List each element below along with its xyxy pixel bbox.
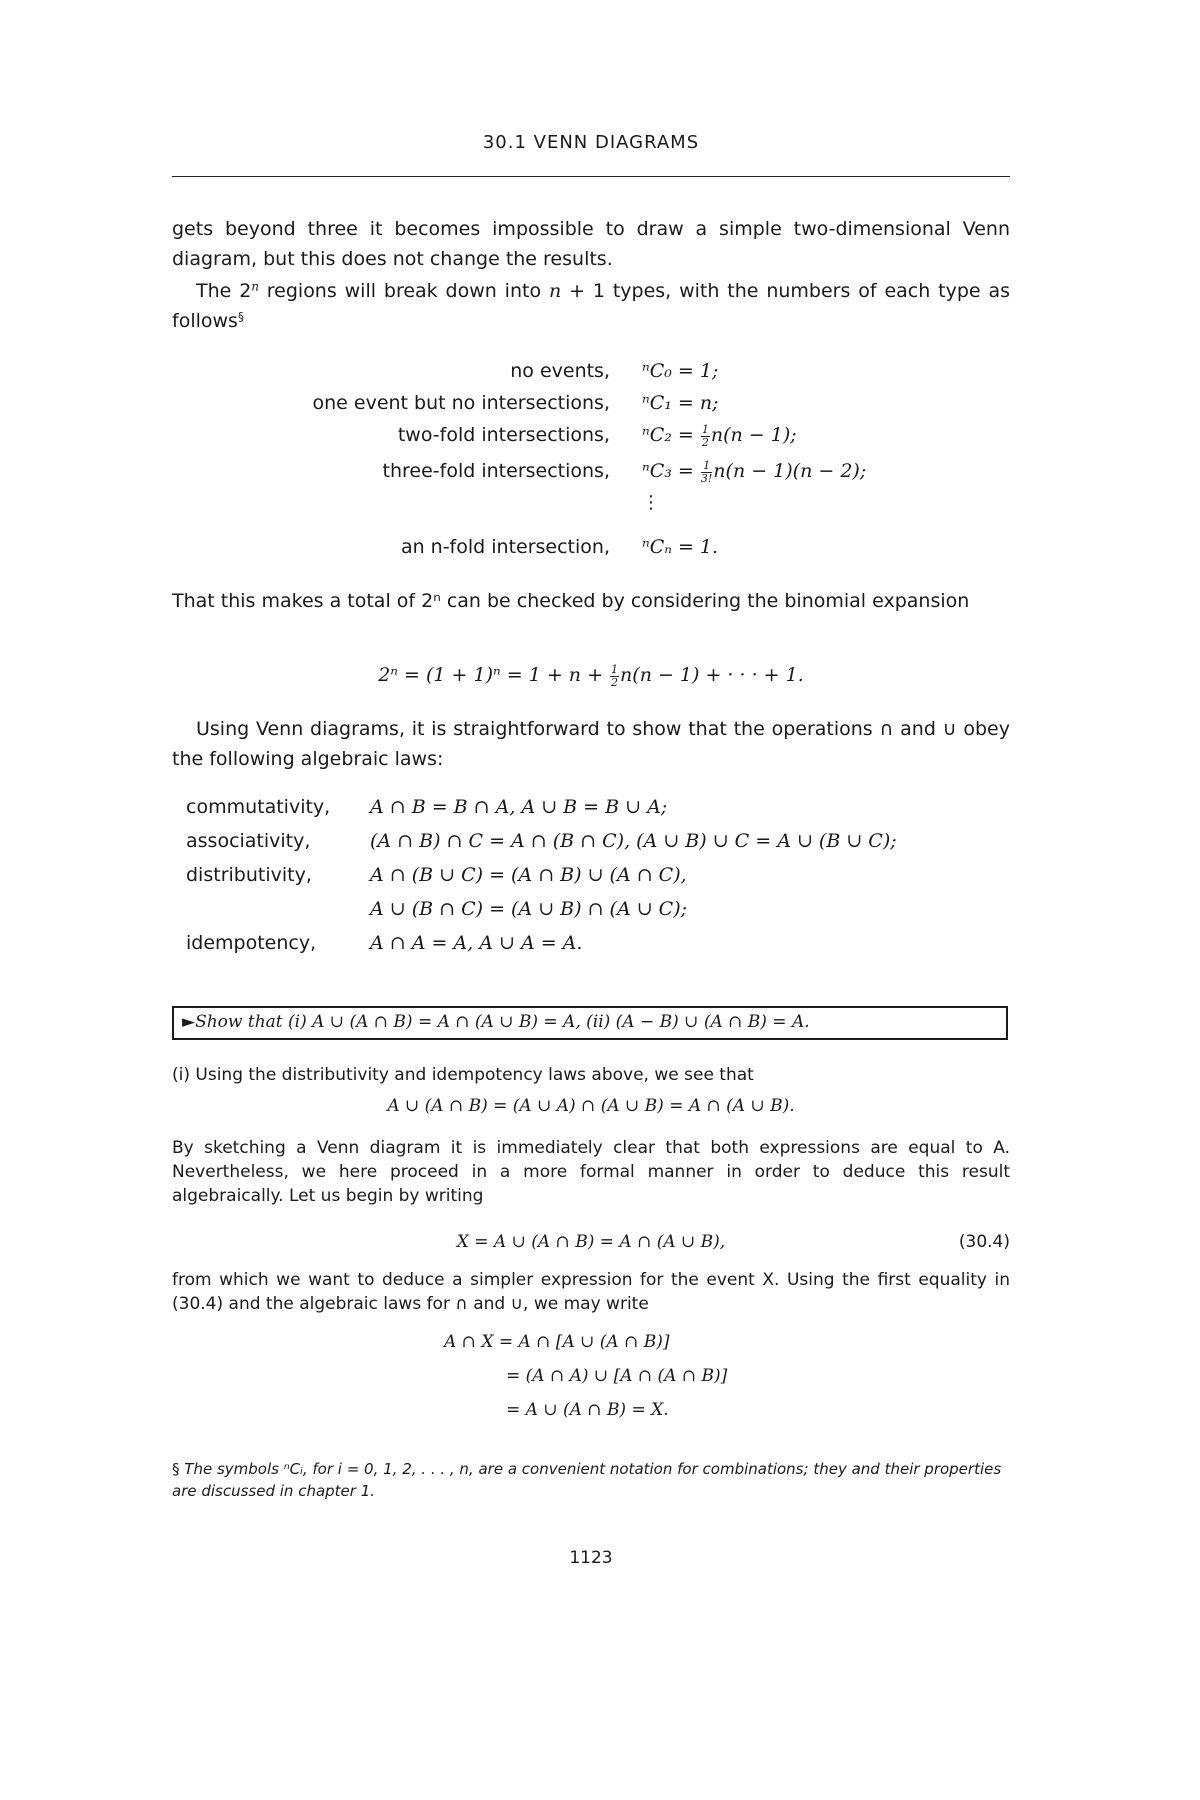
- law-row: [186, 898, 1016, 930]
- solution-paragraph-2: By sketching a Venn diagram it is immediately clear that both expressions are equal to A. Nevertheless, we here proceed in a more formal manner in order to deduce this result algebraically. Let us begin by writing: [172, 1138, 1010, 1206]
- solution-paragraph-1: (i) Using the distributivity and idempotency laws above, we see that: [172, 1065, 754, 1085]
- region-label: two-fold intersections,: [397, 424, 610, 446]
- region-value: [642, 460, 866, 484]
- region-row: [172, 392, 1010, 424]
- derivation-line: = A ∪ (A ∩ B) = X.: [506, 1400, 669, 1420]
- region-value-a: ⁿC₂ =: [642, 424, 700, 446]
- law-name: distributivity,: [186, 864, 312, 886]
- fraction: [701, 460, 712, 483]
- law-equation: A ∩ A = A, A ∪ A = A.: [370, 932, 583, 954]
- law-name: commutativity,: [186, 796, 331, 818]
- footnote: [172, 1458, 1010, 1502]
- law-equation: A ∩ B = B ∩ A, A ∪ B = B ∪ A;: [370, 796, 668, 818]
- fraction-denominator: 3!: [700, 471, 713, 485]
- law-row: [186, 830, 1016, 862]
- law-equation: A ∩ (B ∪ C) = (A ∩ B) ∪ (A ∩ C),: [370, 864, 687, 886]
- law-row: [186, 932, 1016, 964]
- fraction-numerator: 1: [701, 423, 709, 437]
- paragraph-regions: [172, 276, 1010, 336]
- region-value: ⁿCₙ = 1.: [642, 536, 719, 558]
- play-marker-icon: ►: [182, 1012, 196, 1032]
- law-row: [186, 864, 1016, 896]
- law-equation: (A ∩ B) ∩ C = A ∩ (B ∩ C), (A ∪ B) ∪ C = A ∪ (B ∪ C);: [370, 830, 897, 852]
- running-header: 30.1 VENN DIAGRAMS: [482, 132, 700, 153]
- worked-example-text: Show that (i) A ∪ (A ∩ B) = A ∩ (A ∪ B) = A, (ii) (A − B) ∪ (A ∩ B) = A.: [195, 1012, 810, 1032]
- law-name: associativity,: [186, 830, 311, 852]
- equation-number: (30.4): [958, 1232, 1010, 1252]
- region-row: [172, 460, 1010, 492]
- binomial-equation: [172, 664, 1010, 688]
- para2-d: + 1 types, with the numbers of each type as follows: [172, 280, 1010, 332]
- region-label: one event but no intersections,: [312, 392, 610, 414]
- binomial-a: 2ⁿ = (1 + 1)ⁿ = 1 + n +: [378, 664, 610, 686]
- region-row: [172, 360, 1010, 392]
- paragraph-intro: gets beyond three it becomes impossible to draw a simple two-dimensional Venn diagram, but this does not change the results.: [172, 218, 1010, 270]
- page-number: 1123: [569, 1548, 613, 1568]
- equation-30-4: [172, 1232, 1010, 1252]
- region-value: ⁿC₁ = n;: [642, 392, 719, 414]
- region-label: no events,: [510, 360, 610, 382]
- region-value-a: ⁿC₃ =: [642, 460, 700, 482]
- region-row: [172, 424, 1010, 456]
- region-row: [172, 536, 1010, 568]
- solution-equation-1: A ∪ (A ∩ B) = (A ∪ A) ∩ (A ∪ B) = A ∩ (A ∪ B).: [387, 1096, 795, 1116]
- equation-30-4-expression: X = A ∪ (A ∩ B) = A ∩ (A ∪ B),: [456, 1232, 726, 1252]
- fraction-denominator: 2: [701, 435, 709, 449]
- paragraph-laws: Using Venn diagrams, it is straightforward to show that the operations ∩ and ∪ obey the following algebraic laws:: [172, 718, 1010, 770]
- region-value-b: n(n − 1)(n − 2);: [713, 460, 867, 482]
- derivation-line: = (A ∩ A) ∪ [A ∩ (A ∩ B)]: [506, 1366, 728, 1386]
- worked-example-box: [172, 1006, 1008, 1040]
- fraction-numerator: 1: [701, 460, 712, 472]
- vertical-ellipsis: ⋮: [642, 492, 660, 513]
- law-row: [186, 796, 1016, 828]
- law-name: idempotency,: [186, 932, 317, 954]
- fraction: [610, 664, 619, 687]
- para2-a: The 2: [196, 280, 252, 302]
- region-value: ⁿC₀ = 1;: [642, 360, 719, 382]
- fraction-denominator: 2: [611, 675, 619, 689]
- law-equation: A ∪ (B ∩ C) = (A ∪ B) ∩ (A ∪ C);: [370, 898, 688, 920]
- worked-example-statement: [182, 1012, 810, 1032]
- header-rule: [172, 176, 1010, 177]
- paragraph-binomial: That this makes a total of 2ⁿ can be checked by considering the binomial expansion: [172, 590, 970, 612]
- footnote-ref: §: [237, 309, 244, 324]
- fraction: [701, 424, 710, 447]
- para2-sup: n: [251, 279, 259, 294]
- footnote-mark: §: [172, 1460, 180, 1478]
- region-value-b: n(n − 1);: [710, 424, 797, 446]
- para2-c: n: [548, 280, 562, 302]
- solution-paragraph-3: from which we want to deduce a simpler expression for the event X. Using the first equality in (30.4) and the algebraic laws for ∩ and ∪, we may write: [172, 1270, 1010, 1314]
- binomial-b: n(n − 1) + · · · + 1.: [620, 664, 804, 686]
- region-label: an n-fold intersection,: [400, 536, 610, 558]
- footnote-text: The symbols ⁿCᵢ, for i = 0, 1, 2, . . . , n, are a convenient notation for combinations; they and their properties are discussed in chapter 1.: [172, 1460, 1002, 1500]
- region-value: [642, 424, 797, 448]
- para2-b: regions will break down into: [258, 280, 549, 302]
- region-label: three-fold intersections,: [382, 460, 610, 482]
- fraction-numerator: 1: [611, 663, 619, 677]
- derivation-line: A ∩ X = A ∩ [A ∪ (A ∩ B)]: [444, 1332, 670, 1352]
